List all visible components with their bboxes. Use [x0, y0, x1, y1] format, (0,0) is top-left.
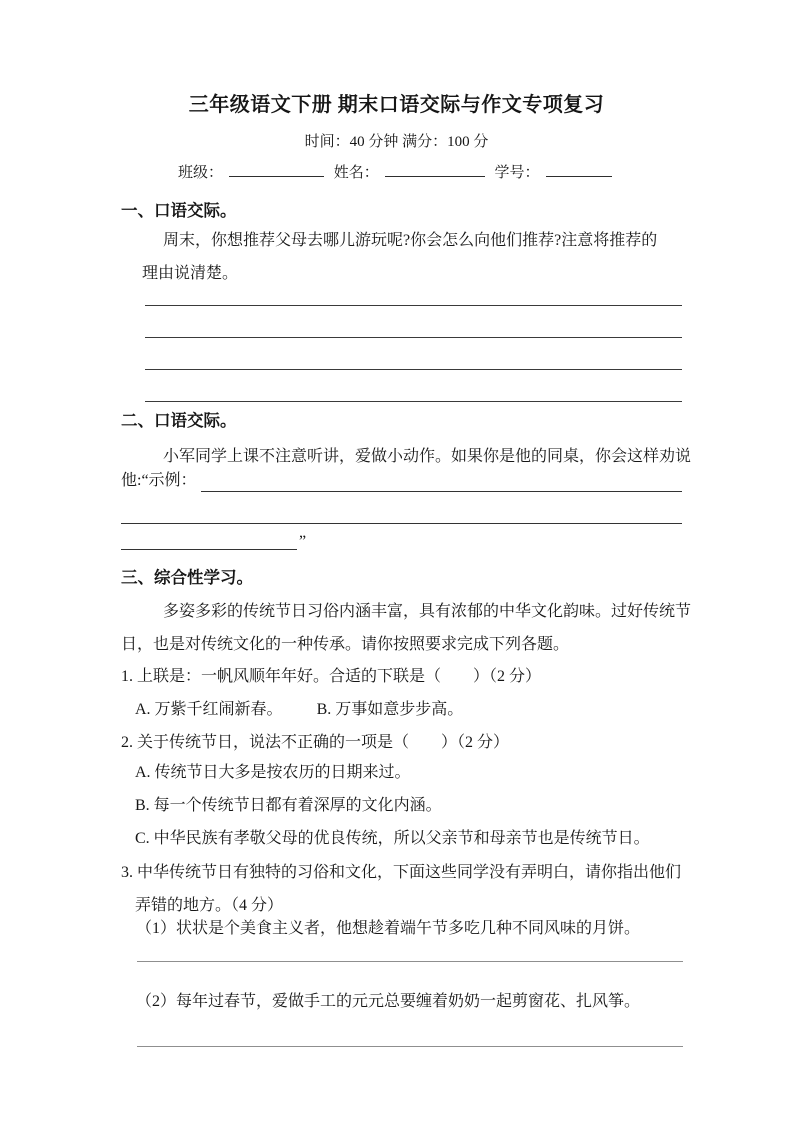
answer-blank-line[interactable] — [145, 274, 682, 306]
answer-blank-line[interactable] — [137, 939, 683, 962]
answer-blank-line[interactable] — [145, 370, 682, 402]
answer-blank-line[interactable] — [145, 338, 682, 370]
answer-blank-line[interactable] — [137, 1024, 683, 1047]
name-label: 姓名： — [333, 165, 379, 181]
student-id-input-blank[interactable] — [546, 157, 612, 177]
answer-blank-line[interactable] — [145, 306, 682, 338]
section2-closing-row — [121, 523, 306, 553]
class-label: 班级： — [178, 165, 224, 181]
section1-answer-lines — [145, 274, 682, 402]
section3-intro — [121, 595, 692, 661]
class-input-blank[interactable] — [229, 157, 324, 177]
option-a[interactable]: A. 万紫千红闹新春。 — [135, 701, 283, 718]
paragraph-line: 周末，你想推荐父母去哪儿游玩呢?你会怎么向他们推荐?注意将推荐的 — [163, 232, 658, 249]
question-1: 1. 上联是：一帆风顺年年好。合适的下联是（ ）（2 分） — [121, 668, 542, 685]
section3-heading: 三、综合性学习。 — [121, 568, 253, 587]
exam-meta: 时间：40 分钟 满分：100 分 — [304, 134, 489, 150]
answer-blank-line[interactable] — [121, 549, 297, 550]
option-c[interactable]: C. 中华民族有孝敬父母的优良传统，所以父亲节和母亲节也是传统节日。 — [135, 830, 650, 847]
option-b[interactable]: B. 万事如意步步高。 — [316, 701, 464, 718]
question-3-item-2: （2）每年过春节，爱做手工的元元总要缠着奶奶一起剪窗花、扎风筝。 — [136, 993, 641, 1010]
answer-blank-line[interactable] — [201, 491, 682, 492]
paragraph-line: 日，也是对传统文化的一种传承。请你按照要求完成下列各题。 — [121, 636, 570, 653]
section1-heading: 一、口语交际。 — [121, 201, 237, 220]
section2-heading: 二、口语交际。 — [121, 411, 237, 430]
question-line: 3. 中华传统节日有独特的习俗和文化，下面这些同学没有弄明白，请你指出他们 — [121, 864, 682, 881]
question-2: 2. 关于传统节日，说法不正确的一项是（ ）（2 分） — [121, 734, 510, 751]
section2-paragraph-line: 小军同学上课不注意听讲，爱做小动作。如果你是他的同桌，你会这样劝说 — [163, 448, 692, 465]
question-line: 弄错的地方。（4 分） — [135, 897, 284, 914]
paragraph-line: 多姿多彩的传统节日习俗内涵丰富，具有浓郁的中华文化韵味。过好传统节 — [163, 603, 692, 620]
question-3-item-1: （1）状状是个美食主义者，他想趁着端午节多吃几种不同风味的月饼。 — [136, 920, 641, 937]
page-title: 三年级语文下册 期末口语交际与作文专项复习 — [188, 94, 605, 116]
student-id-label: 学号： — [494, 165, 540, 181]
name-input-blank[interactable] — [385, 157, 485, 177]
closing-quote: ” — [299, 533, 307, 550]
student-info-row — [178, 157, 618, 186]
question-2-options — [121, 756, 682, 855]
option-b[interactable]: B. 每一个传统节日都有着深厚的文化内涵。 — [135, 797, 442, 814]
answer-blank-line[interactable] — [121, 493, 682, 524]
prompt-prefix: 他:“示例： — [121, 472, 197, 489]
question-1-options — [121, 693, 682, 726]
paragraph-line: 理由说清楚。 — [142, 265, 239, 282]
option-a[interactable]: A. 传统节日大多是按农历的日期来过。 — [135, 764, 411, 781]
